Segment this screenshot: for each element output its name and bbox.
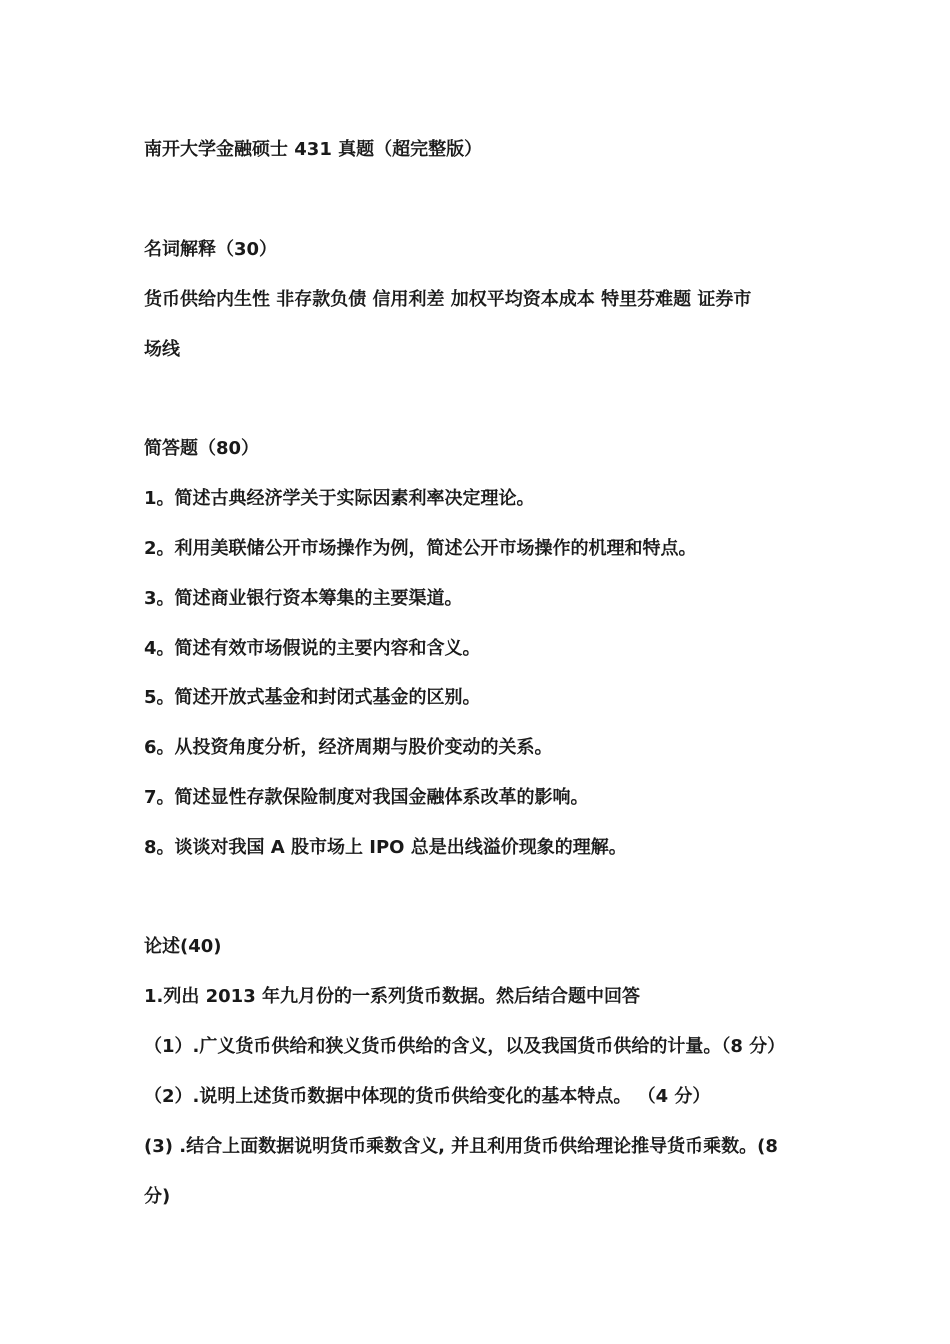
short-answer-item-1: 1。简述古典经济学关于实际因素利率决定理论。 <box>144 488 535 509</box>
short-answer-item-4: 4。简述有效市场假说的主要内容和含义。 <box>144 638 481 659</box>
short-answer-item-8: 8。谈谈对我国 A 股市场上 IPO 总是出线溢价现象的理解。 <box>144 837 627 858</box>
short-answer-item-3: 3。简述商业银行资本筹集的主要渠道。 <box>144 588 463 609</box>
essay-sub-question-1: （1）.广义货币供给和狭义货币供给的含义，以及我国货币供给的计量。（8 分） <box>144 1036 786 1057</box>
terms-heading: 名词解释（30） <box>144 239 278 260</box>
document-title: 南开大学金融硕士 431 真题（超完整版） <box>144 139 483 160</box>
terms-line-1: 货币供给内生性 非存款负债 信用利差 加权平均资本成本 特里芬难题 证券市 <box>144 289 752 310</box>
essay-sub-question-3-line-1: (3) .结合上面数据说明货币乘数含义, 并且利用货币供给理论推导货币乘数。(8 <box>144 1136 778 1157</box>
short-answer-item-2: 2。利用美联储公开市场操作为例，简述公开市场操作的机理和特点。 <box>144 538 697 559</box>
short-answer-item-7: 7。简述显性存款保险制度对我国金融体系改革的影响。 <box>144 787 589 808</box>
essay-sub-question-3-line-2: 分) <box>144 1186 171 1207</box>
essay-question-1: 1.列出 2013 年九月份的一系列货币数据。然后结合题中回答 <box>144 986 640 1007</box>
short-answer-item-5: 5。简述开放式基金和封闭式基金的区别。 <box>144 687 481 708</box>
essay-heading: 论述(40) <box>144 936 222 957</box>
short-answer-item-6: 6。从投资角度分析，经济周期与股价变动的关系。 <box>144 737 553 758</box>
short-answer-heading: 简答题（80） <box>144 438 260 459</box>
essay-sub-question-2: （2）.说明上述货币数据中体现的货币供给变化的基本特点。 （4 分） <box>144 1086 711 1107</box>
terms-line-2: 场线 <box>144 339 180 360</box>
